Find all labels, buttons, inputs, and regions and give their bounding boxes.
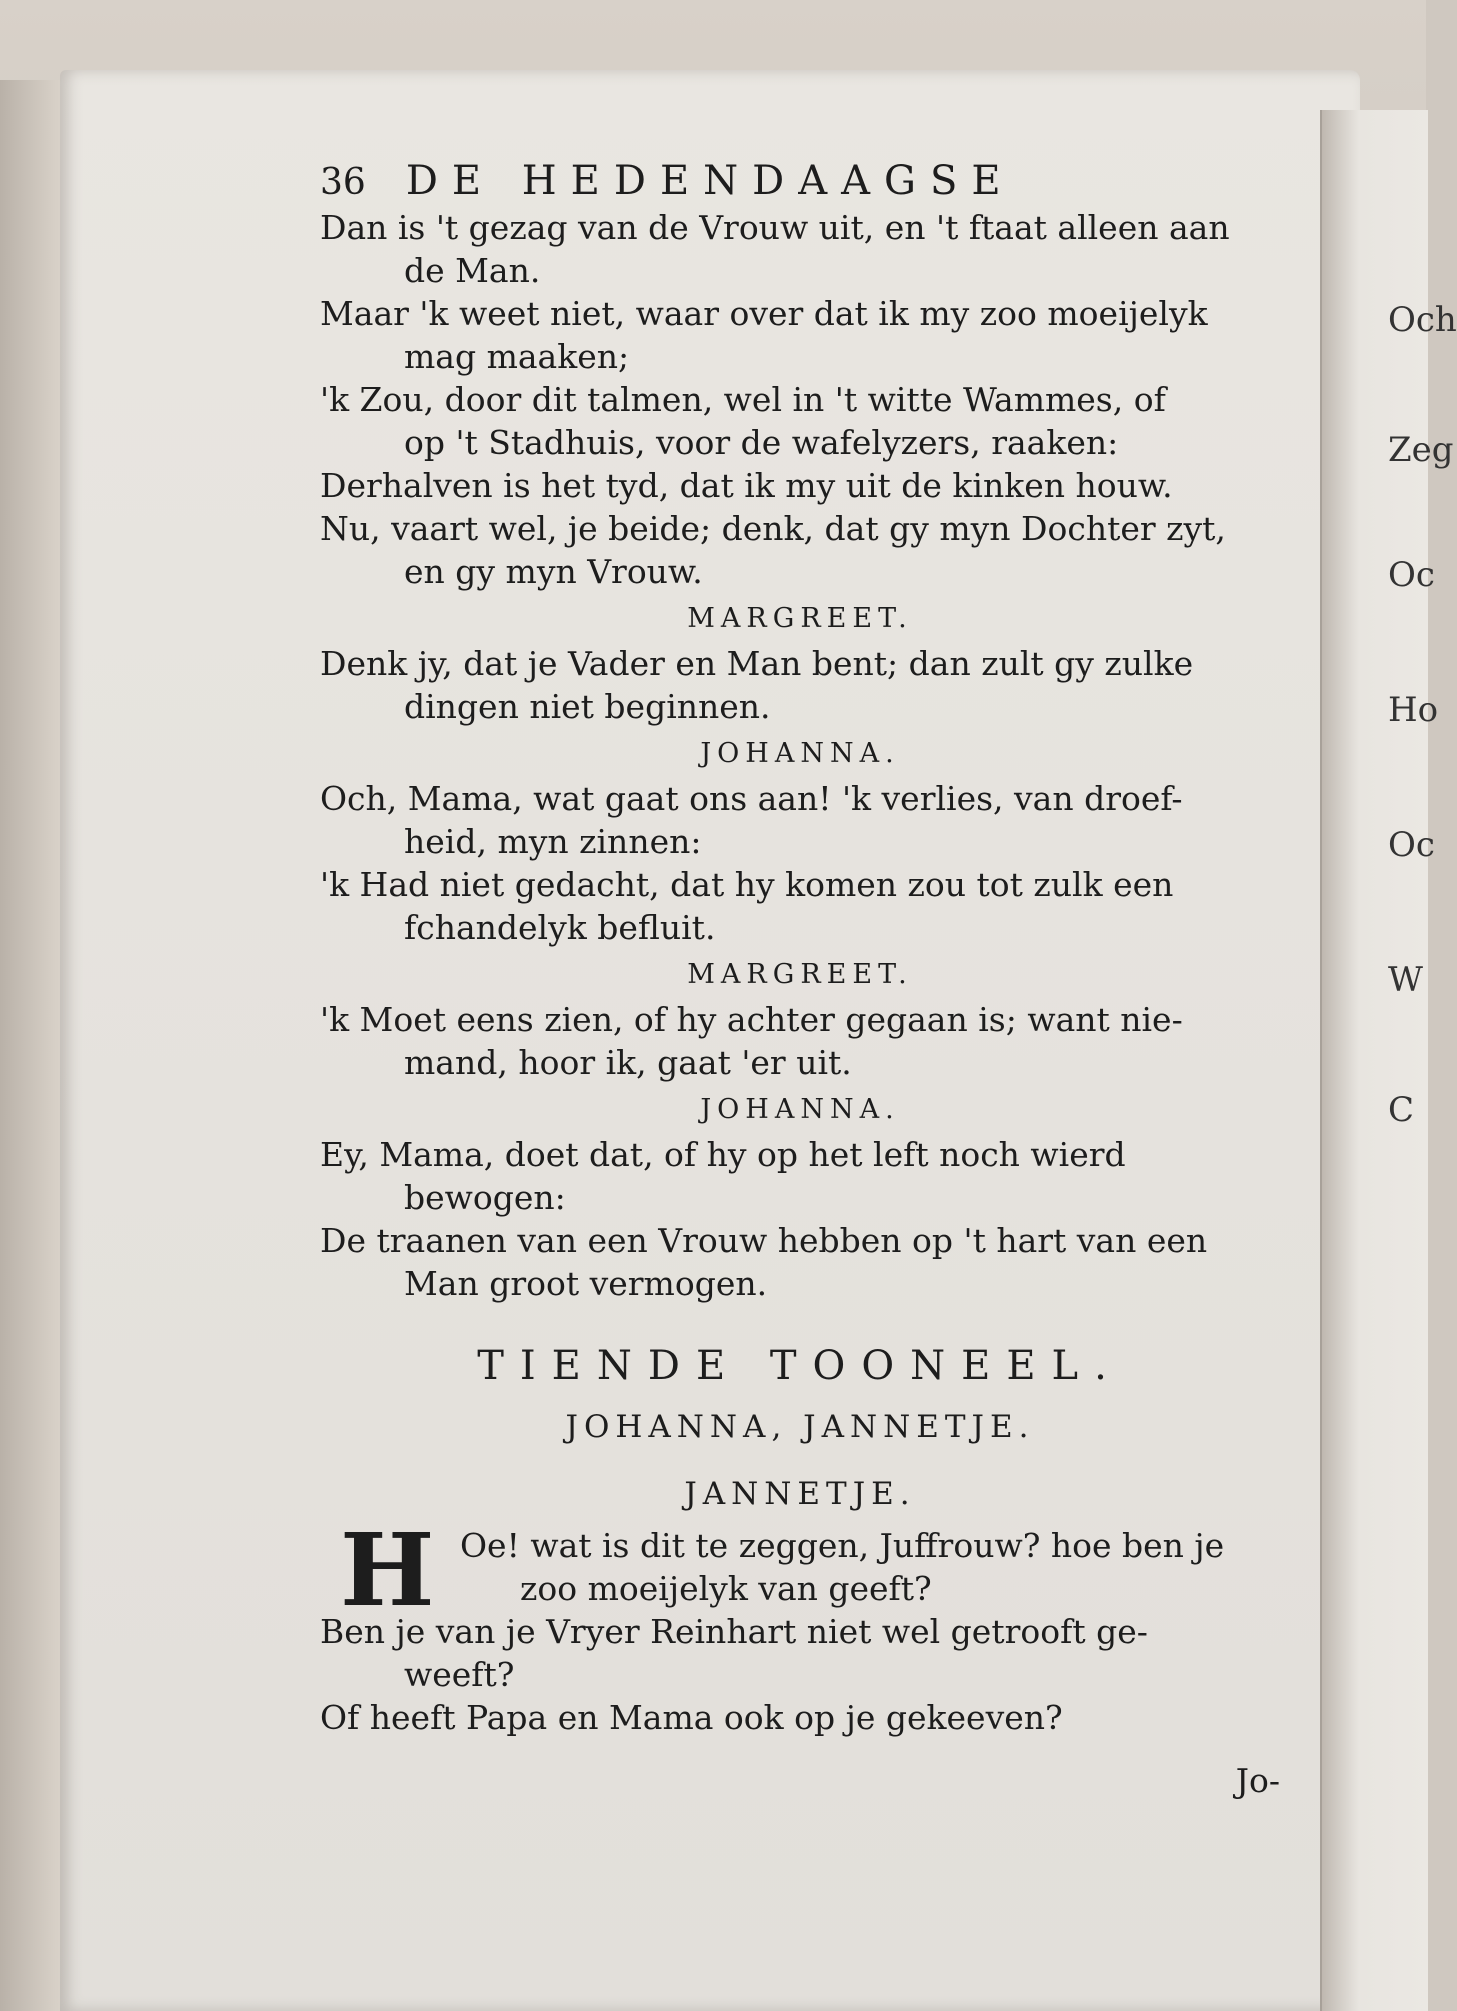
- verse-line: 'k Had niet gedacht, dat hy komen zou tot zulk een: [320, 865, 1174, 904]
- dropcap-paragraph: [320, 1511, 1280, 1739]
- verse-line: Maar 'k weet niet, waar over dat ik my zoo moeijelyk: [320, 294, 1208, 333]
- scene-cast: JOHANNA, JANNETJE.: [565, 1409, 1035, 1445]
- facing-page-fragment: Zeg: [1388, 430, 1454, 470]
- verse-line: Of heeft Papa en Mama ook op je gekeeven?: [320, 1698, 1063, 1737]
- facing-page: [1320, 110, 1428, 2011]
- verse-line: Ey, Mama, doet dat, of hy op het left noch wierd: [320, 1135, 1126, 1174]
- speaker-name: MARGREET.: [687, 603, 913, 634]
- verse-line: heid, myn zinnen:: [404, 822, 702, 861]
- page-number: 36: [320, 162, 366, 203]
- speaker-name: MARGREET.: [687, 959, 913, 990]
- verse-line: mag maaken;: [404, 337, 630, 376]
- verse-line: de Man.: [404, 251, 541, 290]
- verse-line: zoo moeijelyk van geeft?: [520, 1569, 932, 1608]
- verse-line: Man groot vermogen.: [404, 1264, 768, 1303]
- facing-page-fragment: Oc: [1388, 825, 1435, 865]
- verse-line: op 't Stadhuis, voor de wafelyzers, raaken:: [404, 423, 1119, 462]
- facing-page-fragment: W: [1388, 960, 1423, 1000]
- verse-line: 'k Moet eens zien, of hy achter gegaan is; want nie-: [320, 1000, 1183, 1039]
- running-header: [320, 160, 1280, 204]
- page-text: [320, 160, 1280, 1802]
- verse-line: De traanen van een Vrouw hebben op 't hart van een: [320, 1221, 1208, 1260]
- facing-page-fragment: Ho: [1388, 690, 1439, 730]
- facing-page-fragment: C: [1388, 1090, 1415, 1130]
- catchword: Jo-: [1235, 1761, 1280, 1800]
- verse-line: Och, Mama, wat gaat ons aan! 'k verlies, van droef-: [320, 779, 1183, 818]
- speaker-name: JOHANNA.: [700, 738, 900, 769]
- verse-line: dingen niet beginnen.: [404, 687, 771, 726]
- running-title: DE HEDENDAAGSE: [405, 158, 1015, 204]
- verse-line: Oe! wat is dit te zeggen, Juffrouw? hoe ben je: [460, 1526, 1225, 1565]
- verse-line: Ben je van je Vryer Reinhart niet wel getrooft ge-: [320, 1612, 1148, 1651]
- facing-page-fragment: Och: [1388, 300, 1457, 340]
- facing-page-fragment: Oc: [1388, 555, 1435, 595]
- verse-line: Dan is 't gezag van de Vrouw uit, en 't ftaat alleen aan: [320, 208, 1230, 247]
- verse-line: mand, hoor ik, gaat 'er uit.: [404, 1043, 852, 1082]
- verse-line: weeft?: [404, 1655, 515, 1694]
- verse-line: Derhalven is het tyd, dat ik my uit de kinken houw.: [320, 466, 1173, 505]
- speaker-name: JOHANNA.: [700, 1094, 900, 1125]
- verse-line: Denk jy, dat je Vader en Man bent; dan zult gy zulke: [320, 644, 1194, 683]
- speaker-name: JANNETJE.: [684, 1476, 916, 1512]
- verse-line: fchandelyk befluit.: [404, 908, 716, 947]
- verse-line: Nu, vaart wel, je beide; denk, dat gy myn Dochter zyt,: [320, 509, 1226, 548]
- verse-line: 'k Zou, door dit talmen, wel in 't witte Wammes, of: [320, 380, 1166, 419]
- verse-line: bewogen:: [404, 1178, 566, 1217]
- verse-line: en gy myn Vrouw.: [404, 552, 703, 591]
- dropcap-letter: H: [340, 1511, 435, 1629]
- scene-title: TIENDE TOONEEL.: [477, 1343, 1123, 1389]
